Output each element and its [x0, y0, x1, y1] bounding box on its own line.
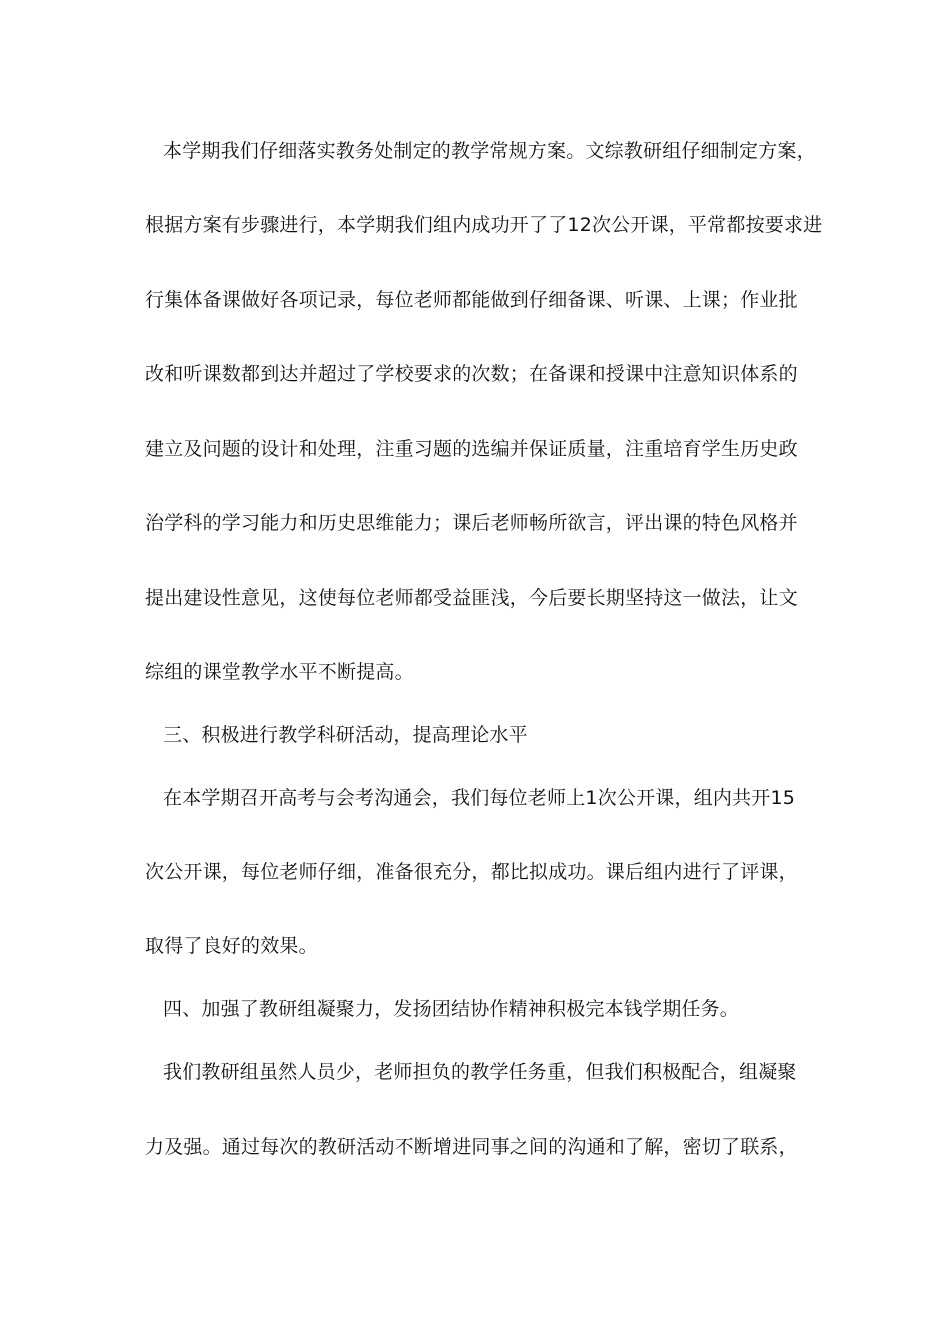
paragraph-line: 行集体备课做好各项记录，每位老师都能做到仔细备课、听课、上课；作业批 — [145, 289, 798, 311]
paragraph-line: 次公开课，每位老师仔细，准备很充分，都比拟成功。课后组内进行了评课， — [145, 861, 798, 883]
paragraph-line: 提出建设性意见，这使每位老师都受益匪浅，今后要长期坚持这一做法，让文 — [145, 587, 798, 609]
paragraph-line: 改和听课数都到达并超过了学校要求的次数；在备课和授课中注意知识体系的 — [145, 363, 798, 385]
paragraph-line: 根据方案有步骤进行，本学期我们组内成功开了了12次公开课，平常都按要求进 — [145, 214, 823, 236]
paragraph-line: 治学科的学习能力和历史思维能力；课后老师畅所欲言，评出课的特色风格并 — [145, 512, 798, 534]
paragraph-line: 在本学期召开高考与会考沟通会，我们每位老师上1次公开课，组内共开15 — [163, 787, 796, 809]
paragraph-line: 建立及问题的设计和处理，注重习题的选编并保证质量，注重培育学生历史政 — [145, 438, 798, 460]
section-heading: 四、加强了教研组凝聚力，发扬团结协作精神积极完本钱学期任务。 — [163, 998, 740, 1020]
paragraph-line: 力及强。通过每次的教研活动不断增进同事之间的沟通和了解，密切了联系， — [145, 1136, 798, 1158]
paragraph-line: 综组的课堂教学水平不断提高。 — [145, 661, 414, 683]
section-heading: 三、积极进行教学科研活动，提高理论水平 — [163, 724, 528, 746]
paragraph-line: 我们教研组虽然人员少，老师担负的教学任务重，但我们积极配合，组凝聚 — [163, 1061, 797, 1083]
paragraph-line: 取得了良好的效果。 — [145, 935, 318, 957]
paragraph-line: 本学期我们仔细落实教务处制定的教学常规方案。文综教研组仔细制定方案， — [163, 140, 816, 162]
